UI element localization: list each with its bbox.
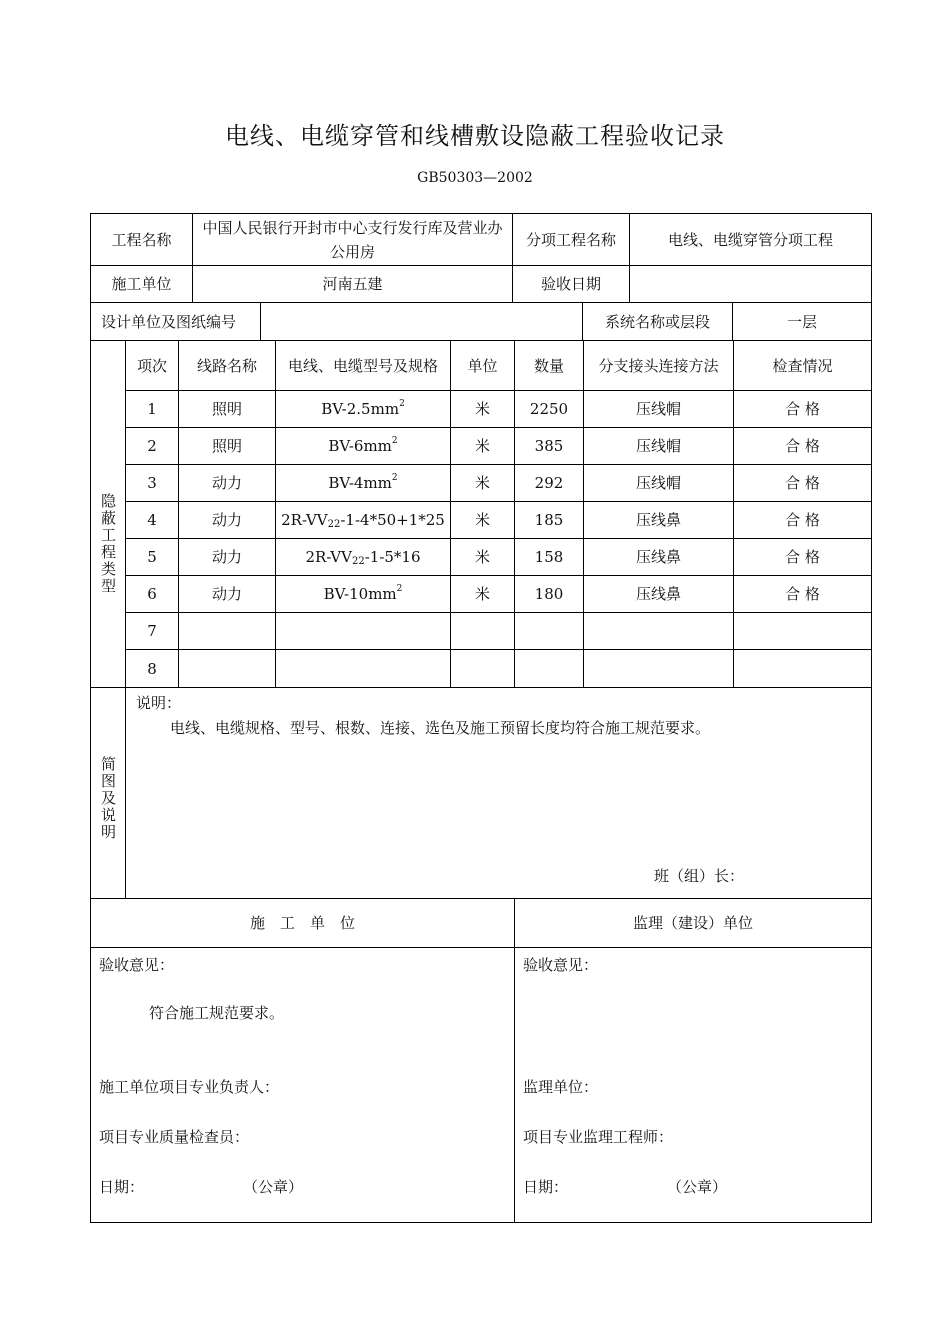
row-qty-cell: [515, 650, 584, 687]
hidden-works-row: [126, 576, 871, 613]
row-no-cell: 7: [126, 613, 179, 649]
row-unit-cell: [451, 650, 515, 687]
spec-subscript: 22: [327, 519, 341, 530]
sub-project-label: 分项工程名称: [513, 214, 630, 265]
design-unit-label: 设计单位及图纸编号: [91, 303, 261, 340]
spec-subscript: 22: [351, 556, 365, 567]
row-no-cell: 3: [126, 465, 179, 501]
project-name-row: [91, 214, 871, 266]
row-unit-cell: 米: [451, 502, 515, 538]
row-check-cell: 合 格: [785, 474, 820, 492]
supervision-unit-label: 监理单位：: [523, 1078, 599, 1096]
row-unit-cell: 米: [451, 576, 515, 612]
construction-unit-row: [91, 266, 871, 303]
acceptance-date-value: [630, 266, 871, 302]
spec-main-text: BV-10mm: [323, 585, 397, 603]
acceptance-record-table: [90, 213, 872, 1223]
construction-opinion-text: 符合施工规范要求。: [149, 1004, 285, 1022]
notes-side-label: 简图及说明: [91, 688, 126, 898]
hidden-works-row: [126, 502, 871, 539]
notes-text: 电线、电缆规格、型号、根数、连接、选色及施工预留长度均符合施工规范要求。: [170, 719, 711, 737]
col-header-check: 检查情况: [772, 356, 833, 375]
spec-rest-text: -1-4*50+1*25: [340, 511, 445, 529]
notes-section: [91, 688, 871, 899]
notes-heading: 说明：: [136, 694, 182, 712]
row-line-cell: 动力: [179, 539, 276, 575]
row-qty-cell: 2250: [515, 391, 584, 427]
row-method-cell: 压线帽: [584, 391, 734, 427]
page-title: 电线、电缆穿管和线槽敷设隐蔽工程验收记录: [225, 122, 725, 150]
row-qty-cell: 292: [515, 465, 584, 501]
row-qty-cell: 385: [515, 428, 584, 464]
hidden-works-row: [126, 650, 871, 687]
row-no-cell: 5: [126, 539, 179, 575]
row-spec-cell: [276, 576, 451, 612]
row-method-cell: 压线鼻: [584, 576, 734, 612]
col-header-qty: 数量: [515, 341, 584, 390]
row-spec-cell: [276, 428, 451, 464]
col-header-line: 线路名称: [179, 341, 276, 390]
row-method-cell: 压线帽: [584, 428, 734, 464]
row-check-cell: 合 格: [785, 585, 820, 603]
col-header-method: 分支接头连接方法: [584, 341, 734, 390]
row-line-cell: [179, 650, 276, 687]
row-spec-cell: [276, 650, 451, 687]
row-check-cell: 合 格: [785, 511, 820, 529]
construction-date-label: 日期：: [99, 1178, 145, 1196]
hidden-works-section: [91, 341, 871, 688]
row-line-cell: 照明: [179, 428, 276, 464]
spec-main-text: BV-2.5mm: [321, 400, 400, 418]
spec-superscript: 2: [396, 584, 403, 594]
sub-project-value: 电线、电缆穿管分项工程: [667, 230, 833, 249]
hidden-works-header-row: [126, 341, 871, 391]
row-check-cell: 合 格: [785, 437, 820, 455]
standard-code: GB50303—2002: [417, 170, 533, 186]
project-name-value: 中国人民银行开封市中心支行发行库及营业办公用房: [193, 214, 513, 265]
construction-unit-label: 施工单位: [91, 266, 193, 302]
row-line-cell: 动力: [179, 502, 276, 538]
row-no-cell: 4: [126, 502, 179, 538]
construction-sign-column: [91, 948, 515, 1222]
row-qty-cell: [515, 613, 584, 649]
row-no-cell: 6: [126, 576, 179, 612]
row-check-cell: 合 格: [785, 548, 820, 566]
supervision-seal-label: （公章）: [667, 1178, 728, 1196]
spec-rest-text: -1-5*16: [364, 548, 421, 566]
row-unit-cell: 米: [451, 465, 515, 501]
row-method-cell: 压线鼻: [584, 539, 734, 575]
row-spec-cell: [276, 502, 451, 538]
row-method-cell: 压线鼻: [584, 502, 734, 538]
row-qty-cell: 185: [515, 502, 584, 538]
col-header-spec: 电线、电缆型号及规格: [276, 341, 451, 390]
row-line-cell: [179, 613, 276, 649]
row-spec-cell: [276, 613, 451, 649]
row-no-cell: 2: [126, 428, 179, 464]
sign-area: [91, 948, 871, 1222]
row-qty-cell: 180: [515, 576, 584, 612]
row-line-cell: 照明: [179, 391, 276, 427]
row-qty-cell: 158: [515, 539, 584, 575]
supervision-engineer-label: 项目专业监理工程师：: [523, 1128, 674, 1146]
hidden-works-row: [126, 613, 871, 650]
row-check-cell: 合 格: [785, 400, 820, 418]
row-spec-cell: [276, 391, 451, 427]
spec-main-text: 2R-VV: [281, 511, 328, 529]
supervision-unit-header: 监理（建设）单位: [632, 914, 753, 932]
row-spec-cell: [276, 465, 451, 501]
construction-unit-header: 施 工 单 位: [91, 899, 515, 947]
construction-opinion-label: 验收意见：: [99, 956, 175, 974]
construction-unit-value: 河南五建: [193, 266, 513, 302]
row-check-cell: [734, 650, 871, 687]
row-method-cell: 压线帽: [584, 465, 734, 501]
col-header-no: 项次: [126, 341, 179, 390]
hidden-works-row: [126, 465, 871, 502]
row-unit-cell: [451, 613, 515, 649]
spec-superscript: 2: [391, 473, 398, 483]
hidden-works-row: [126, 539, 871, 576]
supervision-opinion-label: 验收意见：: [523, 956, 599, 974]
project-name-label: 工程名称: [91, 214, 193, 265]
supervision-date-label: 日期：: [523, 1178, 569, 1196]
row-unit-cell: 米: [451, 428, 515, 464]
hidden-works-row: [126, 428, 871, 465]
row-method-cell: [584, 650, 734, 687]
hidden-works-row: [126, 391, 871, 428]
design-unit-value: [261, 303, 583, 340]
construction-responsible-label: 施工单位项目专业负责人：: [99, 1078, 280, 1096]
team-leader-label: 班（组）长：: [654, 867, 745, 885]
sign-header-row: [91, 899, 871, 948]
spec-main-text: BV-4mm: [328, 474, 392, 492]
row-line-cell: 动力: [179, 465, 276, 501]
row-no-cell: 8: [126, 650, 179, 687]
quality-inspector-label: 项目专业质量检查员：: [99, 1128, 250, 1146]
spec-main-text: BV-6mm: [328, 437, 392, 455]
spec-superscript: 2: [391, 436, 398, 446]
row-spec-cell: [276, 539, 451, 575]
row-line-cell: 动力: [179, 576, 276, 612]
row-no-cell: 1: [126, 391, 179, 427]
row-unit-cell: 米: [451, 391, 515, 427]
row-method-cell: [584, 613, 734, 649]
supervision-sign-column: [515, 948, 871, 1222]
row-check-cell: [734, 613, 871, 649]
acceptance-date-label: 验收日期: [513, 266, 630, 302]
row-unit-cell: 米: [451, 539, 515, 575]
spec-superscript: 2: [399, 399, 405, 409]
system-value: 一层: [786, 312, 817, 331]
spec-main-text: 2R-VV: [305, 548, 352, 566]
col-header-unit: 单位: [451, 341, 515, 390]
hidden-works-side-label: 隐蔽工程类型: [91, 341, 126, 687]
design-unit-row: [91, 303, 871, 341]
construction-seal-label: （公章）: [243, 1178, 304, 1196]
system-label: 系统名称或层段: [583, 303, 733, 340]
